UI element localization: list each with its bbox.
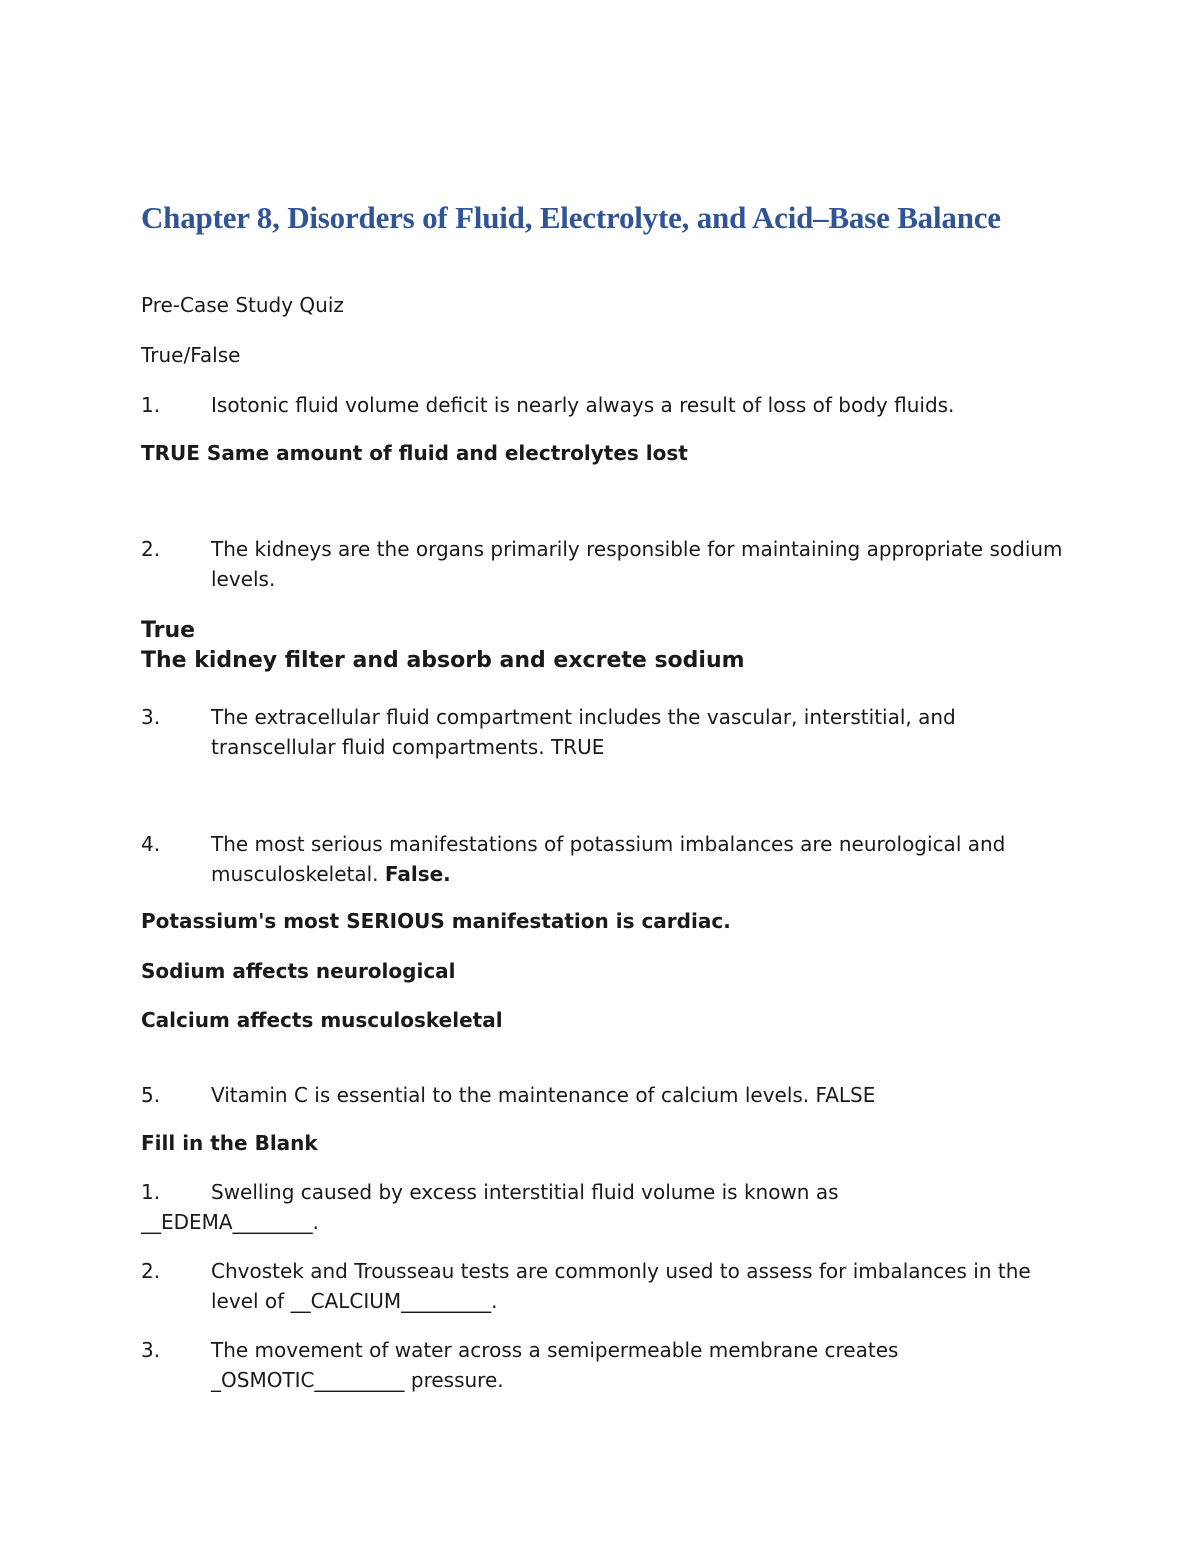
- fib-answer-3: OSMOTIC: [221, 1368, 315, 1392]
- true-false-heading: True/False: [141, 343, 241, 367]
- question-number: 5.: [141, 1083, 161, 1107]
- question-text: Isotonic fluid volume deficit is nearly always a result of loss of body fluids.: [211, 393, 955, 417]
- answer-4-note-calcium: Calcium affects musculoskeletal: [141, 1008, 503, 1032]
- tf-answer-3: TRUE: [550, 735, 605, 759]
- tf-answer-2: True: [141, 618, 196, 643]
- fill-in-blank-heading: Fill in the Blank: [141, 1131, 318, 1155]
- question-text: The movement of water across a semipermeable membrane creates _OSMOTIC_________ pressure.: [211, 1338, 899, 1392]
- fib-answer-1: EDEMA: [161, 1210, 233, 1234]
- question-number: 1.: [141, 1180, 161, 1204]
- fib-answer-2: CALCIUM: [310, 1289, 402, 1313]
- tf-answer-2-explanation: The kidney filter and absorb and excrete sodium: [141, 648, 745, 673]
- question-text: Chvostek and Trousseau tests are commonly used to assess for imbalances in the level of __CALCIUM_________.: [211, 1259, 1031, 1313]
- question-number: 3.: [141, 705, 161, 729]
- tf-answer-4: False.: [384, 862, 451, 886]
- tf-answer-1: TRUE Same amount of fluid and electrolytes lost: [141, 441, 688, 465]
- question-number: 4.: [141, 832, 161, 856]
- quiz-heading: Pre-Case Study Quiz: [141, 293, 344, 317]
- question-number: 2.: [141, 537, 161, 561]
- question-text: The extracellular fluid compartment includes the vascular, interstitial, and transcellular fluid compartments. TRUE: [211, 705, 956, 759]
- answer-4-note-sodium: Sodium affects neurological: [141, 959, 456, 983]
- question-number: 1.: [141, 393, 161, 417]
- question-text: Swelling caused by excess interstitial fluid volume is known as: [211, 1180, 839, 1204]
- chapter-title: Chapter 8, Disorders of Fluid, Electrolyte, and Acid–Base Balance: [141, 200, 1001, 235]
- tf-answer-5: FALSE: [815, 1083, 876, 1107]
- question-text: The kidneys are the organs primarily responsible for maintaining appropriate sodium levels.: [211, 537, 1063, 591]
- answer-4-note-potassium: Potassium's most SERIOUS manifestation is cardiac.: [141, 909, 731, 933]
- question-number: 2.: [141, 1259, 161, 1283]
- question-text: Vitamin C is essential to the maintenance of calcium levels. FALSE: [211, 1083, 876, 1107]
- question-number: 3.: [141, 1338, 161, 1362]
- fib-answer-1-line: __EDEMA________.: [141, 1210, 319, 1234]
- question-text: The most serious manifestations of potassium imbalances are neurological and musculoskeletal. False.: [211, 832, 1006, 886]
